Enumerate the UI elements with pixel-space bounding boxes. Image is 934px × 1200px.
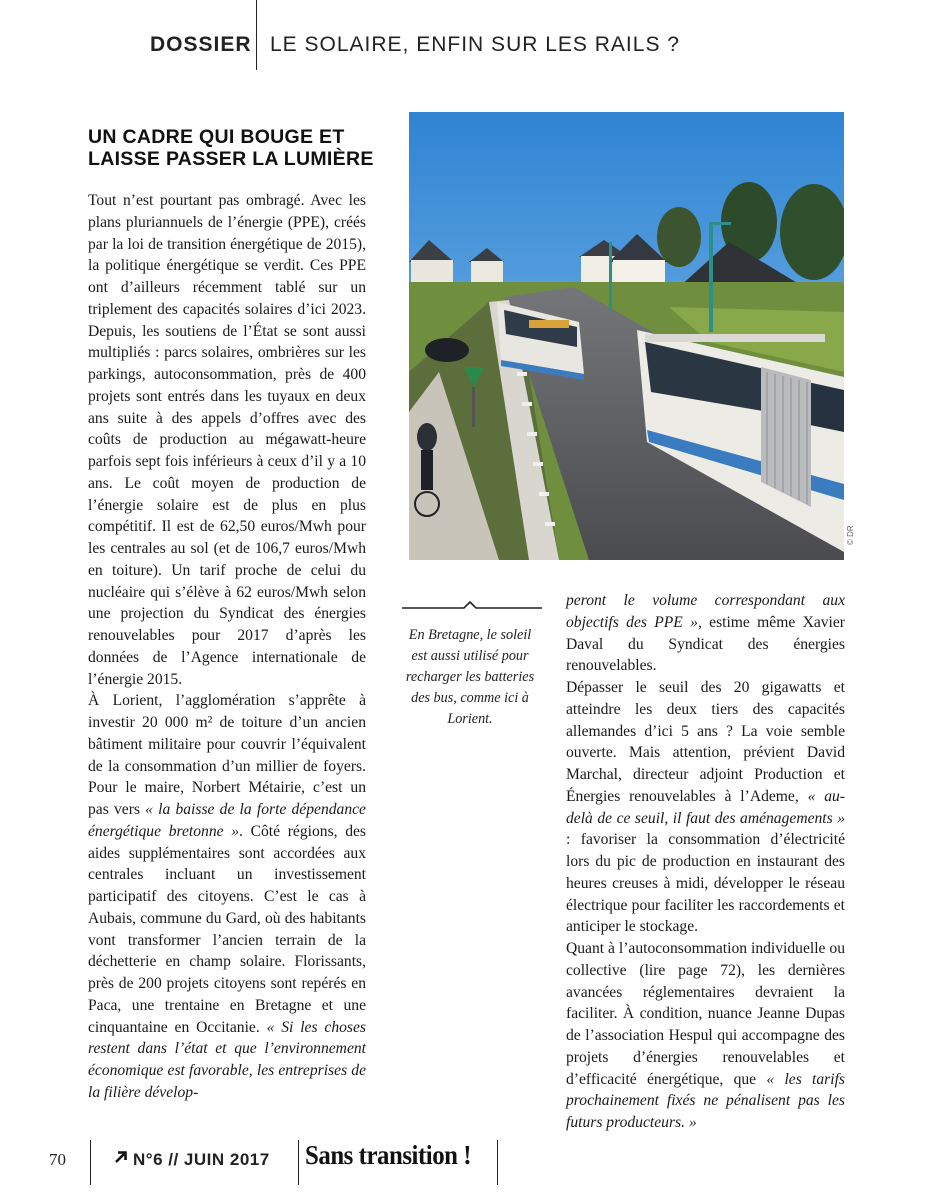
article-heading [88,126,378,170]
heading-line-2: LAISSE PASSER LA LUMIÈRE [88,148,374,170]
footer-divider [497,1140,498,1185]
header-divider [256,0,257,70]
right-paragraph-1 [566,590,845,677]
right-paragraph-2-text-b: : favoriser la consommation d’électricité lors du pic de production en instaurant des heures creuses à midi, développer le réseau électrique pour faciliter les raccordements et anticiper le stockage. [566,831,845,936]
footer-divider [90,1140,91,1185]
quote-metairie: « la baisse de la forte dépendance énergétique bretonne » [88,801,366,840]
bus-photo-illustration [409,112,844,560]
right-paragraph-1-text: , estime même Xavier Daval du Syndicat des énergies renouvelables. [566,613,845,675]
article-column-right [566,590,845,1134]
caption-rule [402,600,542,612]
footer-divider [298,1140,299,1185]
quote-marchal: « au-delà de ce seuil, il faut des aménagements » [566,787,845,827]
section-label: DOSSIER [150,33,252,56]
quote-dupas: « les tarifs prochainement fixés ne pénalisent pas les futurs producteurs. » [566,1070,845,1131]
quote-filiere: « Si les choses restent dans l’état et que l’environnement économique est favorable, les entreprises de la filière dévelop- [88,1018,366,1101]
right-paragraph-3-text: Quant à l’autoconsommation individuelle ou collective (lire page 72), les dernières avancées réglementaires devraient la faciliter. À condition, nuance Jeanne Dupas de l’association Hespul qui accompagne des projets d’énergies renouvelables et d’efficacité énergétique, que [566,940,845,1088]
page-number: 70 [49,1150,66,1169]
photo-credit: © DR [846,525,855,545]
bus-photo [409,112,844,560]
magazine-logo: Sans transition ! [305,1140,472,1170]
paragraph-1: Tout n’est pourtant pas ombragé. Avec les plans pluriannuels de l’énergie (PPE), créés par la loi de transition énergétique de 2015), la politique énergétique se verdit. Ces PPE ont d’ailleurs récemment tablé sur un triplement des capacités solaires d’ici 2023. Depuis, les soutiens de l’État se sont aussi multipliés : parcs solaires, ombrières sur les parkings, autoconsommation, près de 400 projets sont entrés dans les tuyaux en deux ans suite à des appels d’offres avec des coûts de production au mégawatt-heure parfois sept fois inférieurs à ceux d’il y a 10 ans. Le coût moyen de production de l’énergie solaire est de plus en plus compétitif. Il est de 62,50 euros/Mwh pour les centrales au sol (et de 106,7 euros/Mwh en toiture). Un tarif proche de celui du nucléaire qui s’élève à 62 euros/Mwh selon une projection du Syndicat des énergies renouvelables pour 2017 d’après les données de l’Agence internationale de l’énergie 2015. [88,192,366,688]
issue-label: N°6 // JUIN 2017 [133,1150,270,1169]
photo-caption: En Bretagne, le soleil est aussi utilisé pour recharger les batteries des bus, comme ici à Lorient. [405,627,535,727]
paragraph-2-text-a: À Lorient, l’agglomération s’apprête à investir 20 000 m² de toiture d’un ancien bâtiment militaire pour couvrir l’équivalent de la consommation d’un millier de foyers. Pour le maire, Norbert Métairie, c’est un pas vers [88,692,366,818]
arrow-up-right-icon [113,1149,129,1165]
heading-line-1: UN CADRE QUI BOUGE ET [88,126,345,148]
paragraph-2 [88,690,366,1103]
article-column-left [88,190,366,1104]
section-title: LE SOLAIRE, ENFIN SUR LES RAILS ? [270,33,680,56]
right-paragraph-3 [566,938,845,1134]
right-paragraph-2-text-a: Dépasser le seuil des 20 gigawatts et atteindre les deux tiers des capacités allemandes d’ici 5 ans ? La voie semble ouverte. Mais attention, prévient David Marchal, directeur adjoint Production et Énergies renouvelables à l’Ademe, [566,679,845,805]
paragraph-2-text-b: . Côté régions, des aides supplémentaires sont accordées aux centrales incluant un investissement participatif des citoyens. C’est le cas à Aubais, commune du Gard, où des habitants vont transformer l’ancien terrain de la déchetterie en champ solaire. Florissants, près de 200 projets citoyens sont repérés en Paca, une trentaine en Bretagne et une cinquantaine en Occitanie. [88,822,366,1036]
right-paragraph-2 [566,677,845,938]
quote-daval: peront le volume correspondant aux objectifs des PPE » [566,592,845,631]
